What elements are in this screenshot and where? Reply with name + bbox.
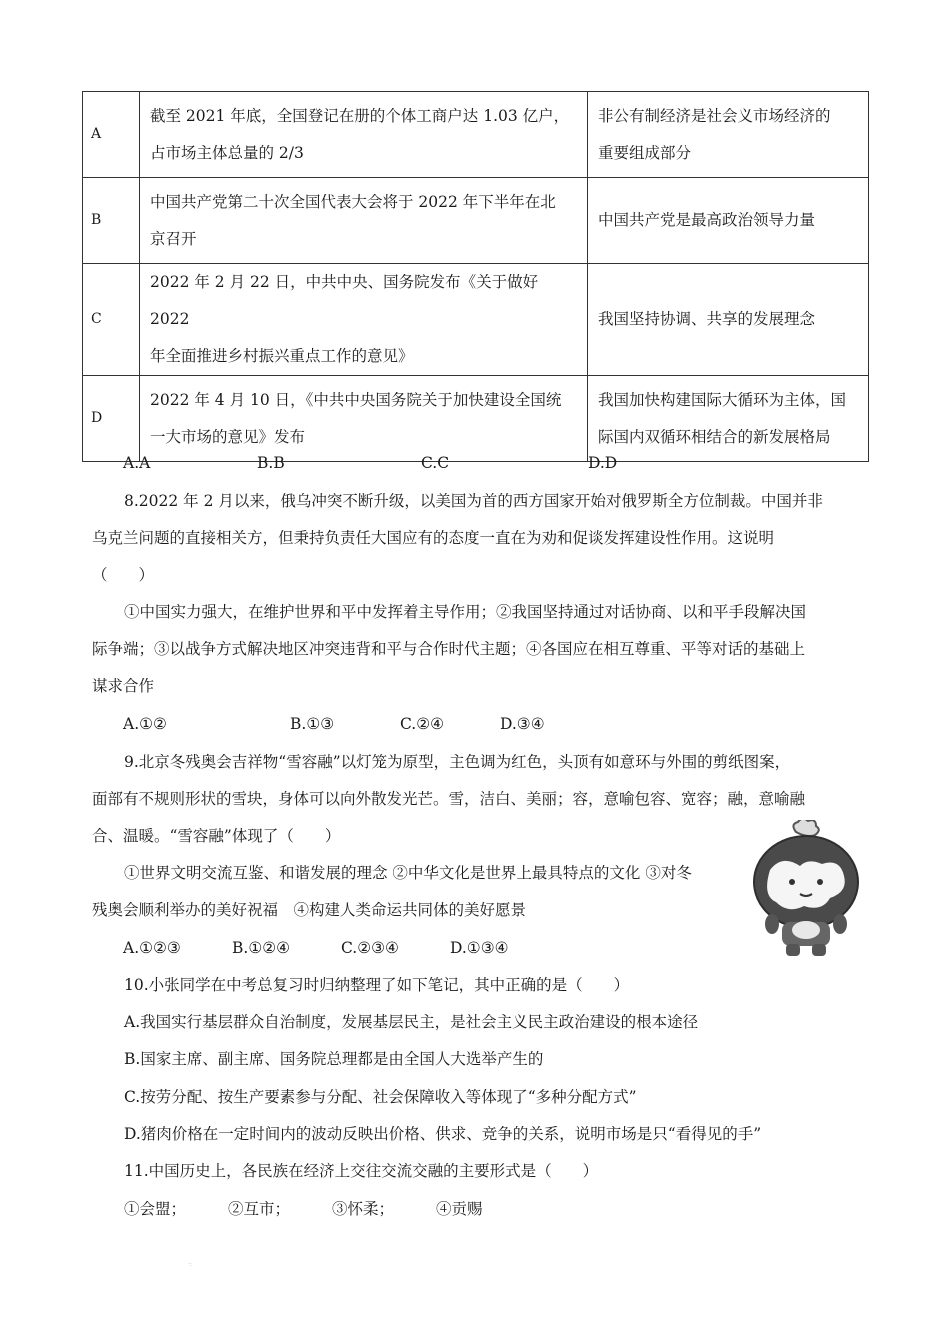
- table-row: [83, 376, 869, 462]
- table-row: [83, 178, 869, 264]
- q11-stem: 11.中国历史上，各民族在经济上交往交流交融的主要形式是（ ）: [124, 1162, 599, 1180]
- row-material: 截至 2021 年底，全国登记在册的个体工商户达 1.03 亿户， 占市场主体总量的 2/3: [140, 92, 588, 178]
- q7-choice-c: C.C: [421, 454, 450, 472]
- q7-choice-d: D.D: [588, 454, 618, 472]
- q8-stem-line: （ ）: [92, 566, 155, 584]
- page-mark-dots: ·:: [188, 1261, 192, 1268]
- row-material: 2022 年 2 月 22 日，中共中央、国务院发布《关于做好 2022 年全面推进乡村振兴重点工作的意见》: [140, 264, 588, 376]
- row-key: B: [83, 178, 140, 264]
- row-conclusion: 我国加快构建国际大循环为主体，国 际国内双循环相结合的新发展格局: [588, 376, 869, 462]
- q11-item-2: ②互市；: [228, 1200, 291, 1218]
- q9-stem-line: 9.北京冬残奥会吉祥物“雪容融”以灯笼为原型，主色调为红色，头顶有如意环与外围的剪纸图案，: [124, 753, 791, 771]
- row-conclusion: 我国坚持协调、共享的发展理念: [588, 264, 869, 376]
- q8-item-line: 际争端；③以战争方式解决地区冲突违背和平与合作时代主题；④各国应在相互尊重、平等对话的基础上: [92, 640, 806, 658]
- row-conclusion: 非公有制经济是社会义市场经济的 重要组成部分: [588, 92, 869, 178]
- table-row: [83, 92, 869, 178]
- q10-option-c: C.按劳分配、按生产要素参与分配、社会保障收入等体现了“多种分配方式”: [124, 1088, 637, 1106]
- q9-item-line: 残奥会顺利举办的美好祝福 ④构建人类命运共同体的美好愿景: [92, 901, 527, 919]
- q9-stem-line: 合、温暖。“雪容融”体现了（ ）: [92, 827, 341, 845]
- q9-choice-b: B.①②④: [232, 939, 291, 957]
- q8-choice-d: D.③④: [500, 715, 545, 733]
- q9-item-line: ①世界文明交流互鉴、和谐发展的理念 ②中华文化是世界上最具特点的文化 ③对冬: [124, 864, 692, 882]
- q8-choice-c: C.②④: [400, 715, 445, 733]
- row-material: 中国共产党第二十次全国代表大会将于 2022 年下半年在北 京召开: [140, 178, 588, 264]
- q8-choice-b: B.①③: [290, 715, 335, 733]
- table-row: [83, 264, 869, 376]
- row-material: 2022 年 4 月 10 日，《中共中央国务院关于加快建设全国统 一大市场的意见》发布: [140, 376, 588, 462]
- q10-option-d: D.猪肉价格在一定时间内的波动反映出价格、供求、竞争的关系，说明市场是只“看得见的手”: [124, 1125, 762, 1143]
- q11-item-3: ③怀柔；: [332, 1200, 395, 1218]
- q9-choice-c: C.②③④: [341, 939, 399, 957]
- q9-choice-d: D.①③④: [450, 939, 509, 957]
- q7-choice-a: A.A: [123, 454, 151, 472]
- q9-choice-a: A.①②③: [123, 939, 181, 957]
- q8-stem-line: 8.2022 年 2 月以来，俄乌冲突不断升级，以美国为首的西方国家开始对俄罗斯全方位制裁。中国并非: [124, 492, 823, 510]
- snow-lantern-mascot-icon: [748, 820, 866, 958]
- row-key: D: [83, 376, 140, 462]
- q9-stem-line: 面部有不规则形状的雪块，身体可以向外散发光芒。雪，洁白、美丽；容，意喻包容、宽容；融，意喻融: [92, 790, 806, 808]
- row-key: A: [83, 92, 140, 178]
- q10-option-b: B.国家主席、副主席、国务院总理都是由全国人大选举产生的: [124, 1050, 544, 1068]
- options-table: [82, 91, 869, 462]
- row-conclusion: 中国共产党是最高政治领导力量: [588, 178, 869, 264]
- q11-item-1: ①会盟；: [124, 1200, 187, 1218]
- q8-item-line: ①中国实力强大，在维护世界和平中发挥着主导作用；②我国坚持通过对话协商、以和平手段解决国: [124, 603, 807, 621]
- q10-option-a: A.我国实行基层群众自治制度，发展基层民主，是社会主义民主政治建设的根本途径: [124, 1013, 699, 1031]
- q8-stem-line: 乌克兰问题的直接相关方，但秉持负责任大国应有的态度一直在为劝和促谈发挥建设性作用。这说明: [92, 529, 775, 547]
- q11-item-4: ④贡赐: [436, 1200, 483, 1218]
- q10-stem: 10.小张同学在中考总复习时归纳整理了如下笔记，其中正确的是（ ）: [124, 976, 630, 994]
- row-key: C: [83, 264, 140, 376]
- q8-choice-a: A.①②: [123, 715, 167, 733]
- q8-item-line: 谋求合作: [92, 677, 155, 695]
- q7-choice-b: B.B: [257, 454, 285, 472]
